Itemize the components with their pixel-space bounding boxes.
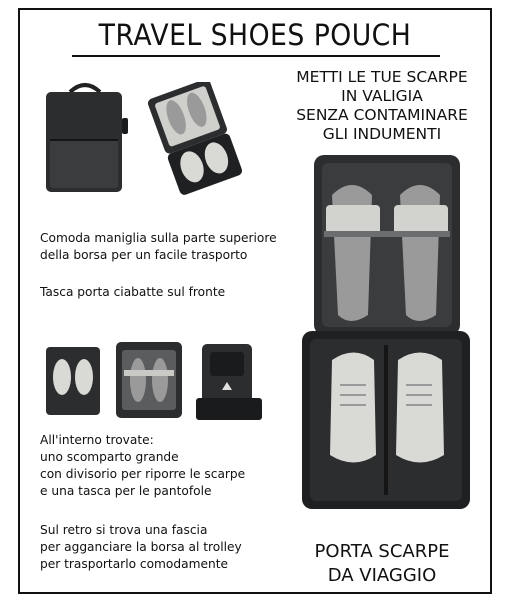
bag-interior-slippers-image	[114, 340, 184, 420]
description-line: Comoda maniglia sulla parte superiore	[40, 231, 277, 245]
poster-title: TRAVEL SHOES POUCH	[98, 18, 412, 52]
description-line: della borsa per un facile trasporto	[40, 248, 248, 262]
tagline-line: GLI INDUMENTI	[322, 125, 442, 143]
tagline-line: SENZA CONTAMINARE	[296, 106, 468, 124]
bag-closed-image	[40, 78, 130, 196]
tagline-line: IN VALIGIA	[341, 87, 423, 105]
description-line: con divisorio per riporre le scarpe	[40, 467, 246, 481]
bag-open-large-image	[302, 155, 470, 510]
description-back-strap	[40, 522, 242, 573]
description-line: Tasca porta ciabatte sul fronte	[40, 285, 226, 299]
title-underline	[72, 55, 440, 57]
description-line: uno scomparto grande	[40, 450, 179, 464]
description-interior	[40, 432, 245, 500]
tagline	[282, 68, 482, 144]
description-line: e una tasca per le pantofole	[40, 484, 212, 498]
product-name-line: DA VIAGGIO	[327, 565, 437, 586]
description-line: All'interno trovate:	[40, 433, 154, 447]
product-name	[292, 540, 472, 588]
description-pocket	[40, 284, 225, 301]
description-line: per trasportarlo comodamente	[40, 557, 228, 571]
bag-back-trolley-strap-image	[196, 338, 262, 422]
tagline-line: METTI LE TUE SCARPE	[296, 68, 468, 86]
description-line: per agganciare la borsa al trolley	[40, 540, 242, 554]
bag-open-image	[140, 82, 250, 197]
product-name-line: PORTA SCARPE	[314, 541, 450, 562]
bag-interior-sneakers-image	[44, 345, 102, 417]
description-handle	[40, 230, 277, 264]
description-line: Sul retro si trova una fascia	[40, 523, 208, 537]
